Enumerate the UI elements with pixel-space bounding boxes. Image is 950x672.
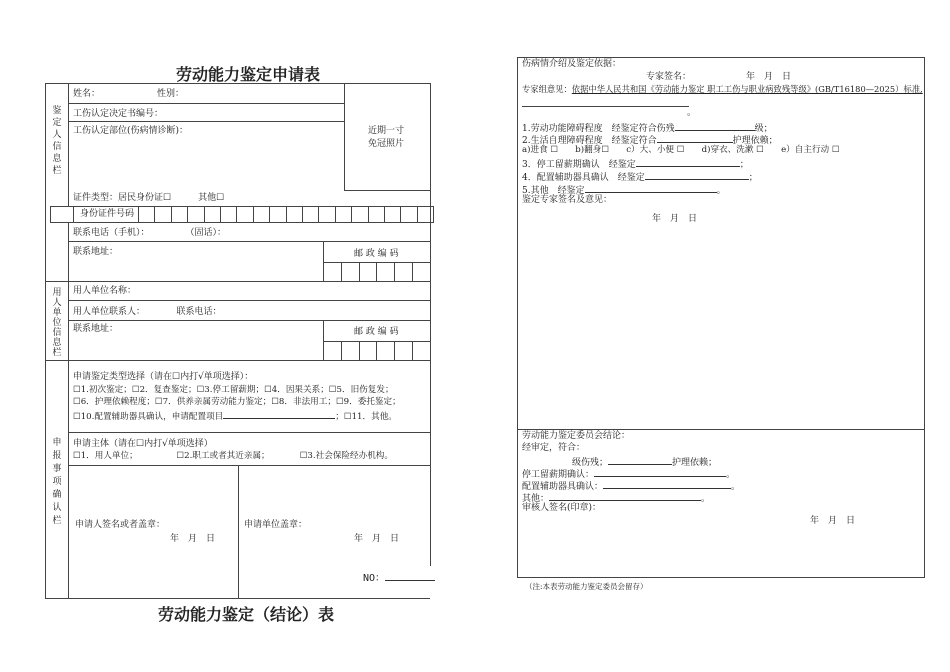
form-title: 劳动能力鉴定申请表 — [176, 65, 321, 84]
expert-group-sign: 鉴定专家签名及意见： — [522, 195, 613, 205]
left-border — [45, 83, 46, 598]
apply-subject-heading: 申请主体（请在☐内打√单项选择） — [73, 439, 213, 449]
form-number: NO： — [363, 571, 435, 584]
injury-part-label: 工伤认定部位(伤病情诊断)： — [73, 126, 189, 136]
photo-text-1: 近期一寸 — [368, 126, 405, 136]
item5: 5.其他 经鉴定 。 — [522, 183, 726, 197]
phone-label: 联系电话（手机）： （固话）： — [73, 228, 227, 238]
grid-cell-divider — [323, 262, 324, 281]
grid-cell-divider — [236, 206, 237, 222]
conclusion-divider — [517, 429, 925, 430]
grid-cell-divider — [302, 206, 303, 222]
committee-level: 级伤残； 护理依赖； — [522, 455, 717, 469]
grid-cell-divider — [368, 206, 369, 222]
grid-cell-divider — [417, 206, 418, 222]
employer-date: 年 月 日 — [354, 534, 400, 544]
intro-label: 伤病情介绍及鉴定依据： — [522, 59, 622, 69]
grid-cell-divider — [359, 341, 360, 360]
grid-cell-divider — [269, 206, 270, 222]
apply-type-line3: ☐10.配置辅助器具确认，申请配置项目 ；☐11．其他。 — [73, 409, 397, 423]
address-label: 联系地址： — [73, 247, 119, 257]
photo-text-2: 免冠照片 — [368, 139, 405, 149]
grid-cell-divider — [318, 206, 319, 222]
grid-cell-divider — [323, 341, 324, 360]
apply-type-line2: ☐6．护理依赖程度；☐7．供养亲属劳动能力鉴定；☐8．非法用工；☐9．委托鉴定； — [73, 397, 401, 407]
employer-postcode-label: 邮 政 编 码 — [354, 327, 399, 337]
grid-cell-divider — [351, 206, 352, 222]
employer-name-label: 用人单位名称： — [73, 286, 137, 296]
top-border — [45, 83, 430, 84]
injury-decision-label: 工伤认定决定书编号： — [73, 109, 164, 119]
expert-date: 年 月 日 — [746, 72, 792, 82]
grid-cell-divider — [359, 262, 360, 281]
id-type-label: 证件类型：居民身份证☐ 其他☐ — [73, 193, 225, 203]
grid-cell-divider — [253, 206, 254, 222]
section-employer-label: 用人单位信息栏 — [52, 288, 62, 358]
grid-cell-divider — [341, 262, 342, 281]
employer-address-label: 联系地址： — [73, 324, 119, 334]
grid-cell-divider — [430, 262, 431, 281]
committee-date: 年 月 日 — [810, 516, 856, 526]
reviewer-sign: 审核人签名(印章)： — [522, 503, 602, 513]
grid-cell-divider — [171, 206, 172, 222]
committee-leave: 停工留薪期确认： 。 — [522, 467, 735, 481]
bottom-border — [45, 598, 430, 599]
grid-cell-divider — [154, 206, 155, 222]
gender-label: 性别： — [157, 89, 185, 99]
grid-cell-divider — [376, 262, 377, 281]
grid-cell-divider — [394, 262, 395, 281]
grid-cell-divider — [204, 206, 205, 222]
grid-cell-divider — [430, 341, 431, 360]
item4: 4．配置辅助器具确认 经鉴定 ； — [522, 170, 758, 184]
grid-cell-divider — [433, 206, 434, 222]
item2: 2.生活自理障碍程度 经鉴定符合 护理依赖； — [522, 133, 778, 147]
section-identity-label: 鉴定人信息栏 — [52, 106, 62, 176]
postcode-label: 邮 政 编 码 — [354, 249, 399, 259]
grid-cell-divider — [384, 206, 385, 222]
grid-cell-divider — [376, 341, 377, 360]
committee-other: 其他： 。 — [522, 491, 710, 505]
name-label: 姓名： — [73, 89, 101, 99]
employer-contact-label: 用人单位联系人： 联系电话： — [73, 307, 222, 317]
item3: 3．停工留薪期确认 经鉴定 ； — [522, 157, 749, 171]
grid-cell-divider — [400, 206, 401, 222]
committee-line1: 经审定，符合： — [522, 443, 586, 453]
right-border — [430, 83, 431, 566]
applicant-date: 年 月 日 — [170, 534, 216, 544]
employer-sign-label: 申请单位盖章： — [244, 520, 308, 530]
footnote: （注:本表劳动能力鉴定委员会留存） — [525, 582, 648, 591]
grid-cell-divider — [412, 341, 413, 360]
committee-title: 劳动能力鉴定委员会结论： — [522, 431, 631, 441]
expert-opinion: 专家组意见：依据中华人民共和国《劳动能力鉴定 职工工伤与职业病致残等级》(GB/T16180—2025）标准, — [522, 84, 923, 94]
grid-cell-divider — [394, 341, 395, 360]
apply-type-line1: ☐1.初次鉴定；☐2．复查鉴定；☐3.停工留薪期；☐4．因果关系；☐5．旧伤复发； — [73, 385, 394, 395]
conclusion-title: 劳动能力鉴定（结论）表 — [158, 605, 335, 624]
section-apply-label: 申报事项确认栏 — [52, 438, 62, 526]
apply-type-heading: 申请鉴定类型选择（请在☐内打√单项选择）： — [73, 372, 254, 382]
grid-cell-divider — [138, 206, 139, 222]
grid-cell-divider — [187, 206, 188, 222]
care-items: a)进食 ☐ b)翻身☐ c）大、小便 ☐ d)穿衣、洗漱 ☐ e）自主行动 ☐ — [522, 145, 840, 155]
apply-subject-options: ☐1．用人单位； ☐2.职工或者其近亲属； ☐3.社会保险经办机构。 — [73, 451, 393, 461]
committee-aids: 配置辅助器具确认： 。 — [522, 479, 740, 493]
grid-cell-divider — [412, 262, 413, 281]
grid-cell-divider — [286, 206, 287, 222]
grid-cell-divider — [341, 341, 342, 360]
expert-sign: 专家签名： — [646, 72, 692, 82]
id-number-label: 身份证件号码 — [80, 209, 135, 219]
applicant-sign-label: 申请人签名或者盖章： — [75, 520, 166, 530]
expert-group-date: 年 月 日 — [652, 214, 698, 224]
item1: 1.劳动功能障碍程度 经鉴定符合伤残 级； — [522, 121, 773, 135]
grid-cell-divider — [335, 206, 336, 222]
grid-cell-divider — [220, 206, 221, 222]
